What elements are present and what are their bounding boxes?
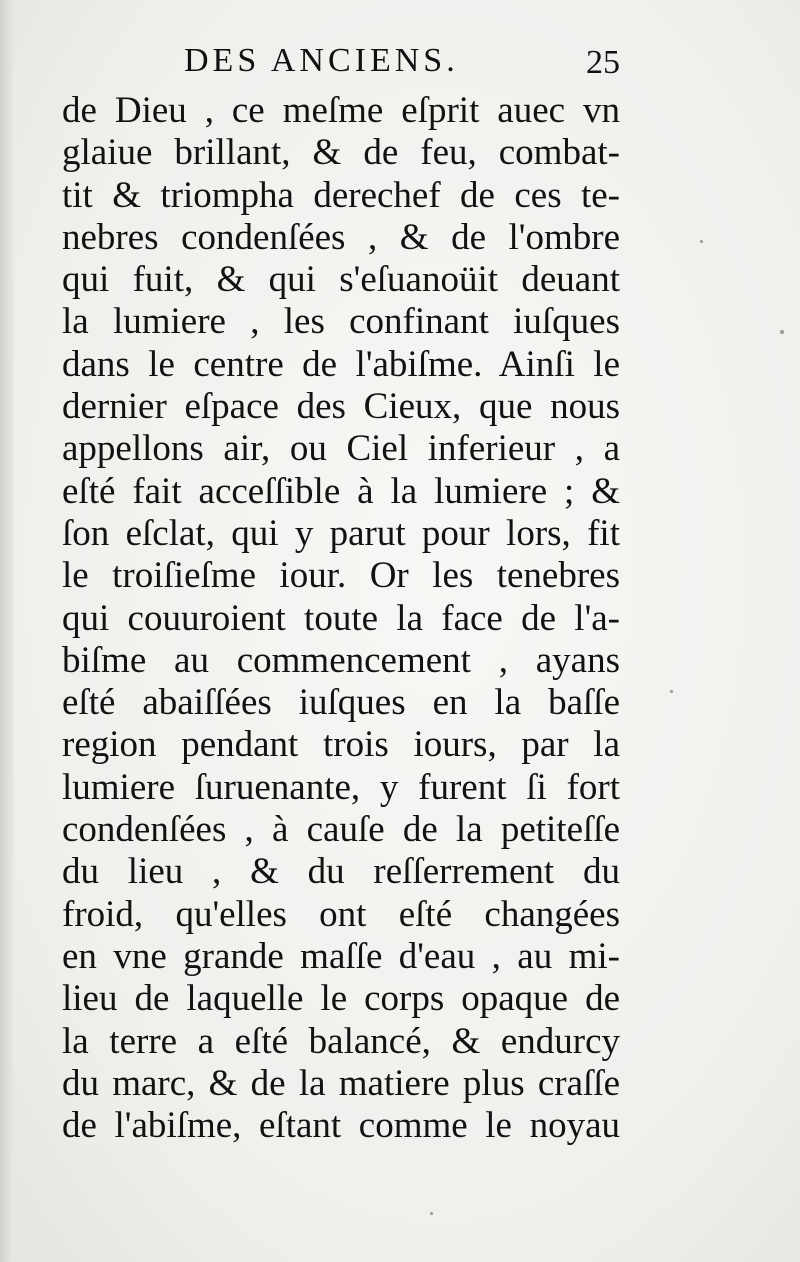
text-line: qui fuit, & qui s'eſuanoüit deuant	[62, 259, 620, 301]
text-line: appellons air, ou Ciel inferieur , a	[62, 428, 620, 470]
text-line: nebres condenſées , & de l'ombre	[62, 216, 620, 258]
text-line: tit & triompha derechef de ces te-	[62, 174, 620, 216]
text-line: la lumiere , les confinant iuſques	[62, 301, 620, 343]
paper-speck	[670, 690, 673, 693]
page-header	[64, 42, 620, 90]
running-head: DES ANCIENS.	[184, 42, 459, 79]
page-number: 25	[586, 44, 620, 81]
text-line: de l'abiſme, eſtant comme le noyau	[62, 1105, 620, 1147]
text-line: la terre a eſté balancé, & endurcy	[62, 1020, 620, 1062]
text-line: en vne grande maſſe d'eau , au mi-	[62, 935, 620, 977]
text-line: lieu de laquelle le corps opaque de	[62, 978, 620, 1020]
text-line: region pendant trois iours, par la	[62, 724, 620, 766]
text-line: eſté fait acceſſible à la lumiere ; &	[62, 470, 620, 512]
text-line: eſté abaiſſées iuſques en la baſſe	[62, 682, 620, 724]
text-line: condenſées , à cauſe de la petiteſſe	[62, 809, 620, 851]
paper-speck	[780, 330, 784, 334]
text-line: glaiue brillant, & de feu, combat-	[62, 132, 620, 174]
page-gutter-edge	[0, 0, 14, 1262]
text-line: le troiſieſme iour. Or les tenebres	[62, 555, 620, 597]
text-line: froid, qu'elles ont eſté changées	[62, 893, 620, 935]
text-line: biſme au commencement , ayans	[62, 639, 620, 681]
text-line: de Dieu , ce meſme eſprit auec vn	[62, 90, 620, 131]
paper-speck	[430, 1212, 433, 1215]
text-line: ſon eſclat, qui y parut pour lors, fit	[62, 512, 620, 554]
text-line: dans le centre de l'abiſme. Ainſi le	[62, 343, 620, 385]
body-text	[62, 90, 620, 1147]
text-line: dernier eſpace des Cieux, que nous	[62, 386, 620, 428]
text-line: lumiere ſuruenante, y furent ſi fort	[62, 766, 620, 808]
text-line: du marc, & de la matiere plus craſſe	[62, 1062, 620, 1104]
paper-speck	[700, 240, 703, 243]
text-line: qui couuroient toute la face de l'a-	[62, 597, 620, 639]
text-line: du lieu , & du reſſerrement du	[62, 851, 620, 893]
